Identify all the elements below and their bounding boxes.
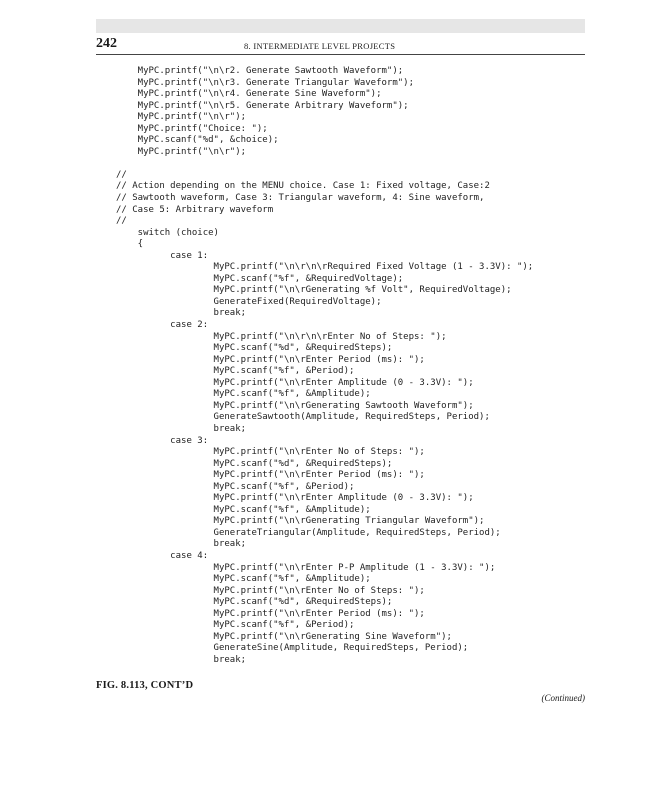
code-line: MyPC.printf("\n\r"); bbox=[116, 146, 247, 157]
code-line: MyPC.printf("\n\rEnter Amplitude (0 - 3.3V): "); bbox=[116, 493, 474, 504]
code-line: MyPC.printf("\n\rEnter Period (ms): "); bbox=[116, 608, 425, 619]
code-line: case 1: bbox=[116, 250, 209, 261]
code-line: case 2: bbox=[116, 320, 209, 331]
code-line: // Case 5: Arbitrary waveform bbox=[116, 204, 274, 215]
code-line: // Sawtooth waveform, Case 3: Triangular waveform, 4: Sine waveform, bbox=[116, 193, 485, 204]
code-line: MyPC.printf("\n\rEnter P-P Amplitude (1 - 3.3V): "); bbox=[116, 562, 496, 573]
code-line: MyPC.printf("\n\rEnter Amplitude (0 - 3.3V): "); bbox=[116, 377, 474, 388]
code-line: MyPC.printf("\n\r"); bbox=[116, 112, 247, 123]
continued-note: (Continued) bbox=[541, 693, 585, 703]
running-head: 8. INTERMEDIATE LEVEL PROJECTS bbox=[244, 41, 396, 51]
code-line: break; bbox=[116, 423, 247, 434]
code-line: MyPC.printf("\n\r2. Generate Sawtooth Waveform"); bbox=[116, 66, 404, 76]
page-top-band bbox=[96, 19, 585, 33]
code-line: MyPC.scanf("%f", &Period); bbox=[116, 366, 355, 377]
code-line: MyPC.printf("\n\r3. Generate Triangular Waveform"); bbox=[116, 77, 415, 88]
code-line: GenerateTriangular(Amplitude, RequiredSteps, Period); bbox=[116, 527, 501, 538]
code-line: MyPC.scanf("%d", &RequiredSteps); bbox=[116, 343, 393, 354]
code-line: case 3: bbox=[116, 435, 209, 446]
code-line: MyPC.printf("\n\rEnter No of Steps: "); bbox=[116, 585, 425, 596]
page-number: 242 bbox=[96, 36, 117, 51]
code-line: MyPC.scanf("%d", &RequiredSteps); bbox=[116, 458, 393, 469]
code-line: MyPC.scanf("%d", &choice); bbox=[116, 135, 279, 146]
code-line: MyPC.scanf("%f", &Amplitude); bbox=[116, 574, 371, 585]
figure-caption: FIG. 8.113, CONT’D bbox=[96, 680, 194, 691]
code-line: break; bbox=[116, 654, 247, 665]
code-line: // Action depending on the MENU choice. Case 1: Fixed voltage, Case:2 bbox=[116, 181, 490, 192]
code-line: switch (choice) bbox=[116, 227, 219, 238]
code-line: // bbox=[116, 216, 127, 227]
code-line: MyPC.scanf("%f", &RequiredVoltage); bbox=[116, 273, 404, 284]
code-line: MyPC.scanf("%f", &Amplitude); bbox=[116, 504, 371, 515]
code-listing bbox=[116, 66, 586, 666]
code-line bbox=[116, 158, 586, 170]
code-line: MyPC.printf("\n\rGenerating Sawtooth Waveform"); bbox=[116, 400, 474, 411]
code-line: GenerateFixed(RequiredVoltage); bbox=[116, 296, 382, 307]
code-line: MyPC.printf("\n\rEnter Period (ms): "); bbox=[116, 470, 425, 481]
code-line: break; bbox=[116, 308, 247, 319]
code-line: case 4: bbox=[116, 550, 209, 561]
code-line: MyPC.printf("\n\r5. Generate Arbitrary Waveform"); bbox=[116, 100, 409, 111]
code-line: // bbox=[116, 169, 127, 180]
code-line: GenerateSine(Amplitude, RequiredSteps, Period); bbox=[116, 643, 469, 654]
code-line: MyPC.printf("\n\rEnter Period (ms): "); bbox=[116, 354, 425, 365]
code-line: MyPC.printf("\n\rEnter No of Steps: "); bbox=[116, 447, 425, 458]
code-line: MyPC.printf("\n\rGenerating %f Volt", RequiredVoltage); bbox=[116, 285, 512, 296]
code-line: MyPC.scanf("%f", &Period); bbox=[116, 620, 355, 631]
code-line: { bbox=[116, 239, 144, 250]
code-line: MyPC.printf("\n\r\n\rEnter No of Steps: "); bbox=[116, 331, 447, 342]
code-line: break; bbox=[116, 539, 247, 550]
code-line: MyPC.printf("\n\rGenerating Sine Waveform"); bbox=[116, 631, 452, 642]
code-line: GenerateSawtooth(Amplitude, RequiredSteps, Period); bbox=[116, 412, 490, 423]
code-line: MyPC.scanf("%f", &Period); bbox=[116, 481, 355, 492]
code-line: MyPC.printf("Choice: "); bbox=[116, 123, 268, 134]
code-line: MyPC.scanf("%d", &RequiredSteps); bbox=[116, 597, 393, 608]
code-line: MyPC.printf("\n\r4. Generate Sine Waveform"); bbox=[116, 89, 382, 100]
code-line: MyPC.printf("\n\rGenerating Triangular Waveform"); bbox=[116, 516, 485, 527]
header-rule bbox=[96, 54, 585, 55]
code-line: MyPC.scanf("%f", &Amplitude); bbox=[116, 389, 371, 400]
code-line: MyPC.printf("\n\r\n\rRequired Fixed Voltage (1 - 3.3V): "); bbox=[116, 262, 534, 273]
